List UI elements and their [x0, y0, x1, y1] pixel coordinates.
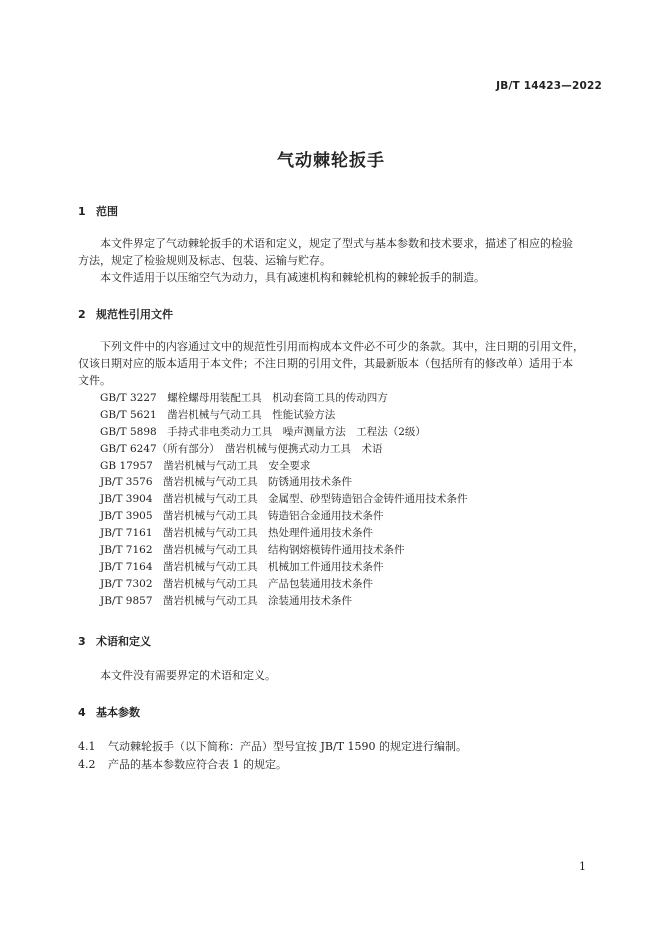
clause-4-1 [78, 738, 467, 754]
section-2-paragraph-1 [78, 338, 604, 389]
paragraph-line: 下列文件中的内容通过文中的规范性引用而构成本文件必不可少的条款。其中，注日期的引用文件， [100, 340, 584, 353]
reference-item: GB/T 6247（所有部分） 凿岩机械与便携式动力工具 术语 [100, 442, 383, 455]
reference-item: JB/T 3904 凿岩机械与气动工具 金属型、砂型铸造铝合金铸件通用技术条件 [100, 493, 468, 506]
reference-item: GB 17957 凿岩机械与气动工具 安全要求 [100, 459, 311, 472]
reference-item: GB/T 5621 凿岩机械与气动工具 性能试验方法 [100, 408, 336, 421]
section-4-heading [78, 704, 140, 720]
page-number: 1 [579, 860, 586, 873]
section-1-paragraph-2: 本文件适用于以压缩空气为动力，具有减速机构和棘轮机构的棘轮扳手的制造。 [100, 271, 485, 284]
section-4-number: 4 [78, 706, 86, 719]
section-1-title: 范围 [96, 205, 118, 218]
clause-number: 4.2 [78, 758, 96, 771]
clause-text: 气动棘轮扳手（以下简称：产品）型号宜按 JB/T 1590 的规定进行编制。 [108, 740, 468, 753]
reference-item: JB/T 7164 凿岩机械与气动工具 机械加工件通用技术条件 [100, 560, 384, 573]
section-3-title: 术语和定义 [96, 635, 151, 648]
reference-item: JB/T 7162 凿岩机械与气动工具 结构钢熔模铸件通用技术条件 [100, 544, 405, 557]
section-3-heading [78, 633, 151, 649]
section-1-number: 1 [78, 205, 86, 218]
paragraph-line: 文件。 [78, 374, 111, 387]
normative-references-list [100, 390, 468, 610]
reference-item: GB/T 3227 螺栓螺母用装配工具 机动套筒工具的传动四方 [100, 392, 388, 404]
section-2-heading [78, 306, 173, 322]
section-3-paragraph-1: 本文件没有需要界定的术语和定义。 [100, 669, 276, 682]
clause-4-2 [78, 756, 287, 772]
reference-item: JB/T 3576 凿岩机械与气动工具 防锈通用技术条件 [100, 476, 353, 489]
section-1-heading [78, 203, 118, 219]
section-2-number: 2 [78, 308, 86, 321]
paragraph-line: 仅该日期对应的版本适用于本文件；不注日期的引用文件，其最新版本（包括所有的修改单）适用于本 [78, 357, 573, 370]
section-1-paragraph-1 [78, 235, 604, 269]
clause-number: 4.1 [78, 740, 96, 753]
reference-item: JB/T 9857 凿岩机械与气动工具 涂装通用技术条件 [100, 594, 353, 607]
reference-item: JB/T 7161 凿岩机械与气动工具 热处理件通用技术条件 [100, 527, 374, 540]
paragraph-line: 方法，规定了检验规则及标志、包装、运输与贮存。 [78, 254, 331, 267]
section-2-title: 规范性引用文件 [96, 308, 173, 321]
section-3-number: 3 [78, 635, 86, 648]
reference-item: GB/T 5898 手持式非电类动力工具 噪声测量方法 工程法（2级） [100, 425, 426, 438]
section-4-title: 基本参数 [96, 706, 140, 719]
paragraph-line: 本文件界定了气动棘轮扳手的术语和定义，规定了型式与基本参数和技术要求，描述了相应的检验 [100, 237, 573, 250]
document-title: 气动棘轮扳手 [277, 151, 385, 171]
reference-item: JB/T 3905 凿岩机械与气动工具 铸造铝合金通用技术条件 [100, 510, 384, 523]
reference-item: JB/T 7302 凿岩机械与气动工具 产品包装通用技术条件 [100, 577, 374, 590]
clause-text: 产品的基本参数应符合表 1 的规定。 [108, 758, 287, 771]
standard-code: JB/T 14423—2022 [496, 80, 602, 92]
